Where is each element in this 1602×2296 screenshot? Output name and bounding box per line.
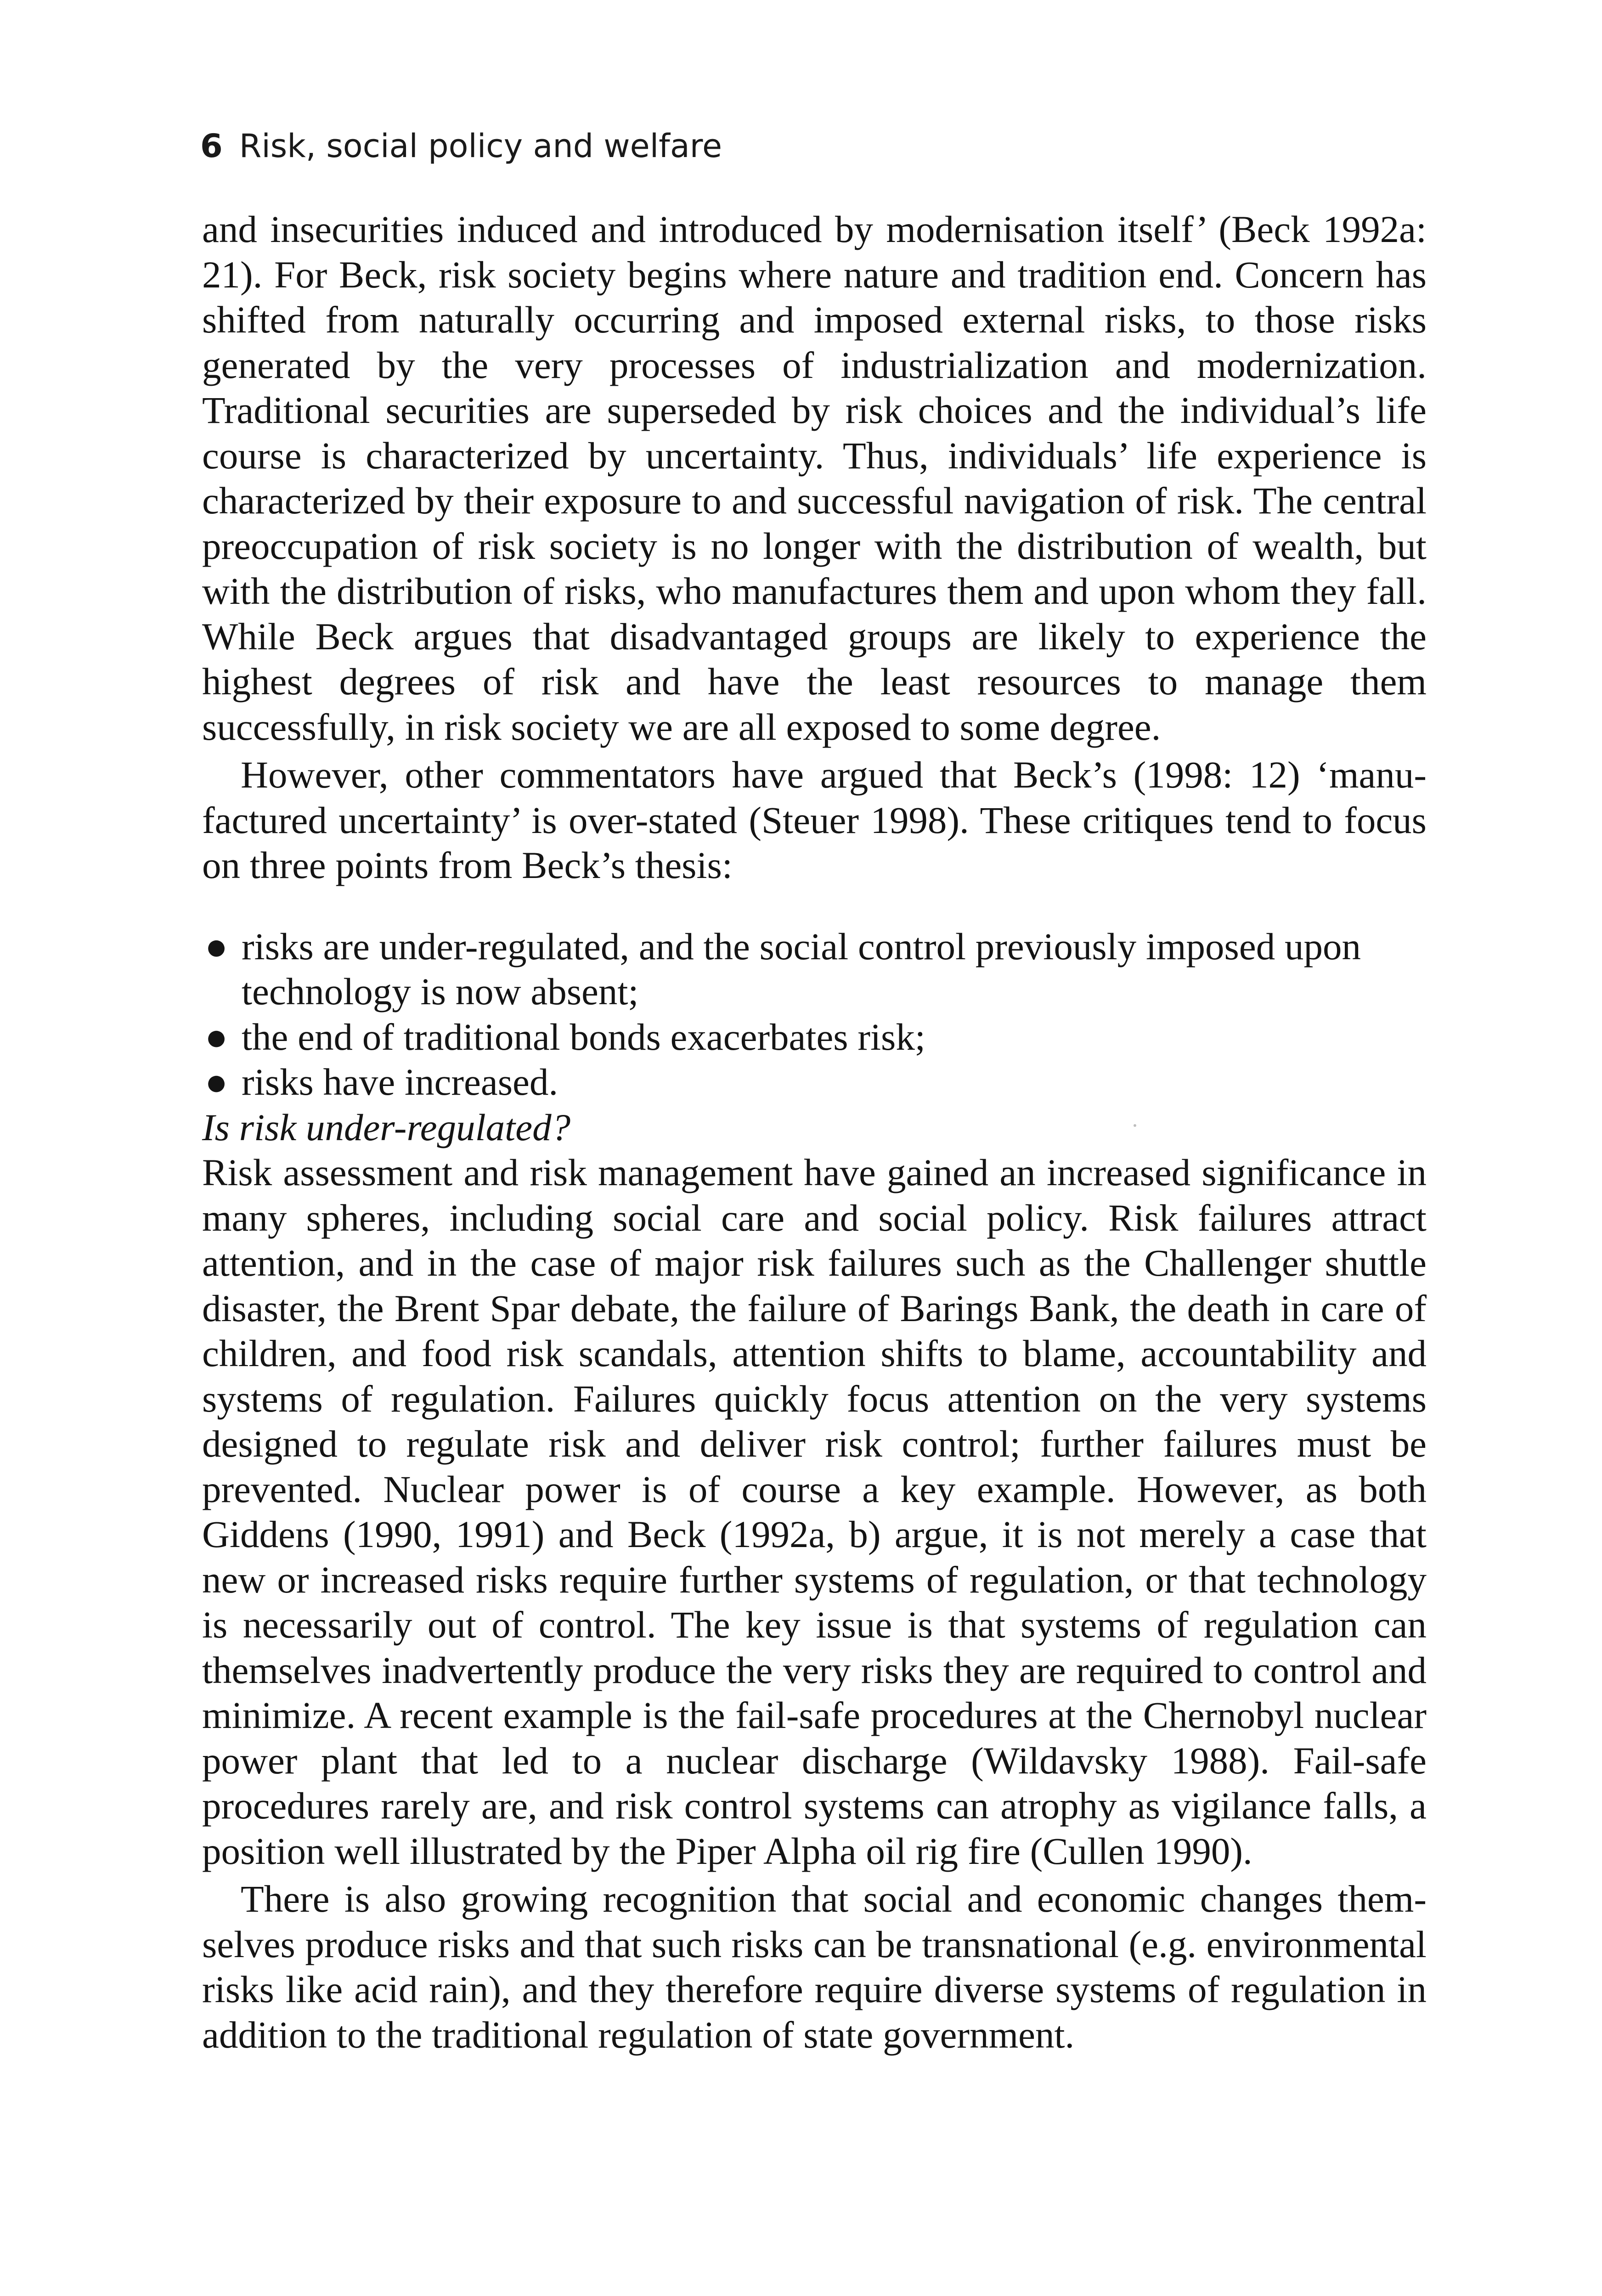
bullet-text-1: risks are under-regulated, and the social control previously imposed upon technology is now absent;: [242, 925, 1361, 1013]
paragraph-2: However, other commentators have argued that Beck’s (1998: 12) ‘manufactured uncertainty’ is over-stated (Steuer 1998). These critiques tend to focus on three points from Beck’s thesis:: [202, 754, 1427, 886]
bullet-list: [202, 924, 1427, 1105]
body-text: [202, 207, 1427, 2057]
bullet-text-3: risks have increased.: [242, 1061, 558, 1103]
bullet-icon: ●: [205, 1015, 228, 1058]
paragraph-3: Risk assessment and risk management have gained an increased significance in many spheres, including social care and social policy. Risk failures attract attention, and in the case of major risk failures such as the Challenger shuttle disaster, the Brent Spar debate, the failure of Barings Bank, the death in care of children, and food risk scandals, attention shifts to blame, accountability and systems of regulation. Failures quickly focus attention on the very systems designed to regulate risk and deliver risk control; further failures must be prevented. Nuclear power is of course a key example. However, as both Giddens (1990, 1991) and Beck (1992a, b) argue, it is not merely a case that new or increased risks require further systems of regulation, or that technology is necessarily out of control. The key issue is that systems of regulation can themselves inadvertently produce the very risks they are required to control and minimize. A recent example is the fail-safe procedures at the Chernobyl nuclear power plant that led to a nuclear discharge (Wildavsky 1988). Fail-safe procedures rarely are, and risk control systems can atrophy as vigilance falls, a position well illustrated by the Piper Alpha oil rig fire (Cullen 1990).: [202, 1151, 1427, 1872]
bullet-icon: ●: [205, 925, 228, 968]
bullet-icon: ●: [205, 1061, 228, 1103]
running-title: Risk, social policy and welfare: [239, 127, 722, 165]
bullet-item-2: [202, 1014, 1427, 1060]
running-header: [200, 123, 722, 169]
scan-speck: [1134, 1124, 1136, 1127]
bullet-item-3: [202, 1059, 1427, 1105]
paragraph-1: and insecurities induced and introduced by modernisation itself’ (Beck 1992a: 21). For Beck, risk society begins where nature and tradition end. Concern has shifted from naturally occurring and imposed external risks, to those risks generated by the very processes of industrialization and modernization. Traditional securities are superseded by risk choices and the individual’s life course is characterized by uncertainty. Thus, individuals’ life experience is characterized by their exposure to and successful navigation of risk. The central preoccupation of risk society is no longer with the distribution of wealth, but with the distribution of risks, who manufactures them and upon whom they fall. While Beck argues that disadvantaged groups are likely to experience the highest degrees of risk and have the least resources to manage them successfully, in risk society we are all exposed to some degree.: [202, 208, 1427, 748]
page-number: 6: [200, 127, 223, 165]
section-subheading: Is risk under-regulated?: [202, 1106, 571, 1148]
bullet-item-1: [202, 924, 1427, 1014]
bullet-text-2: the end of traditional bonds exacerbates risk;: [242, 1015, 925, 1058]
paragraph-4: There is also growing recognition that social and economic changes themselves produce risks and that such risks can be transnational (e.g. environmental risks like acid rain), and they therefore require diverse systems of regulation in addition to the traditional regulation of state government.: [202, 1878, 1427, 2056]
